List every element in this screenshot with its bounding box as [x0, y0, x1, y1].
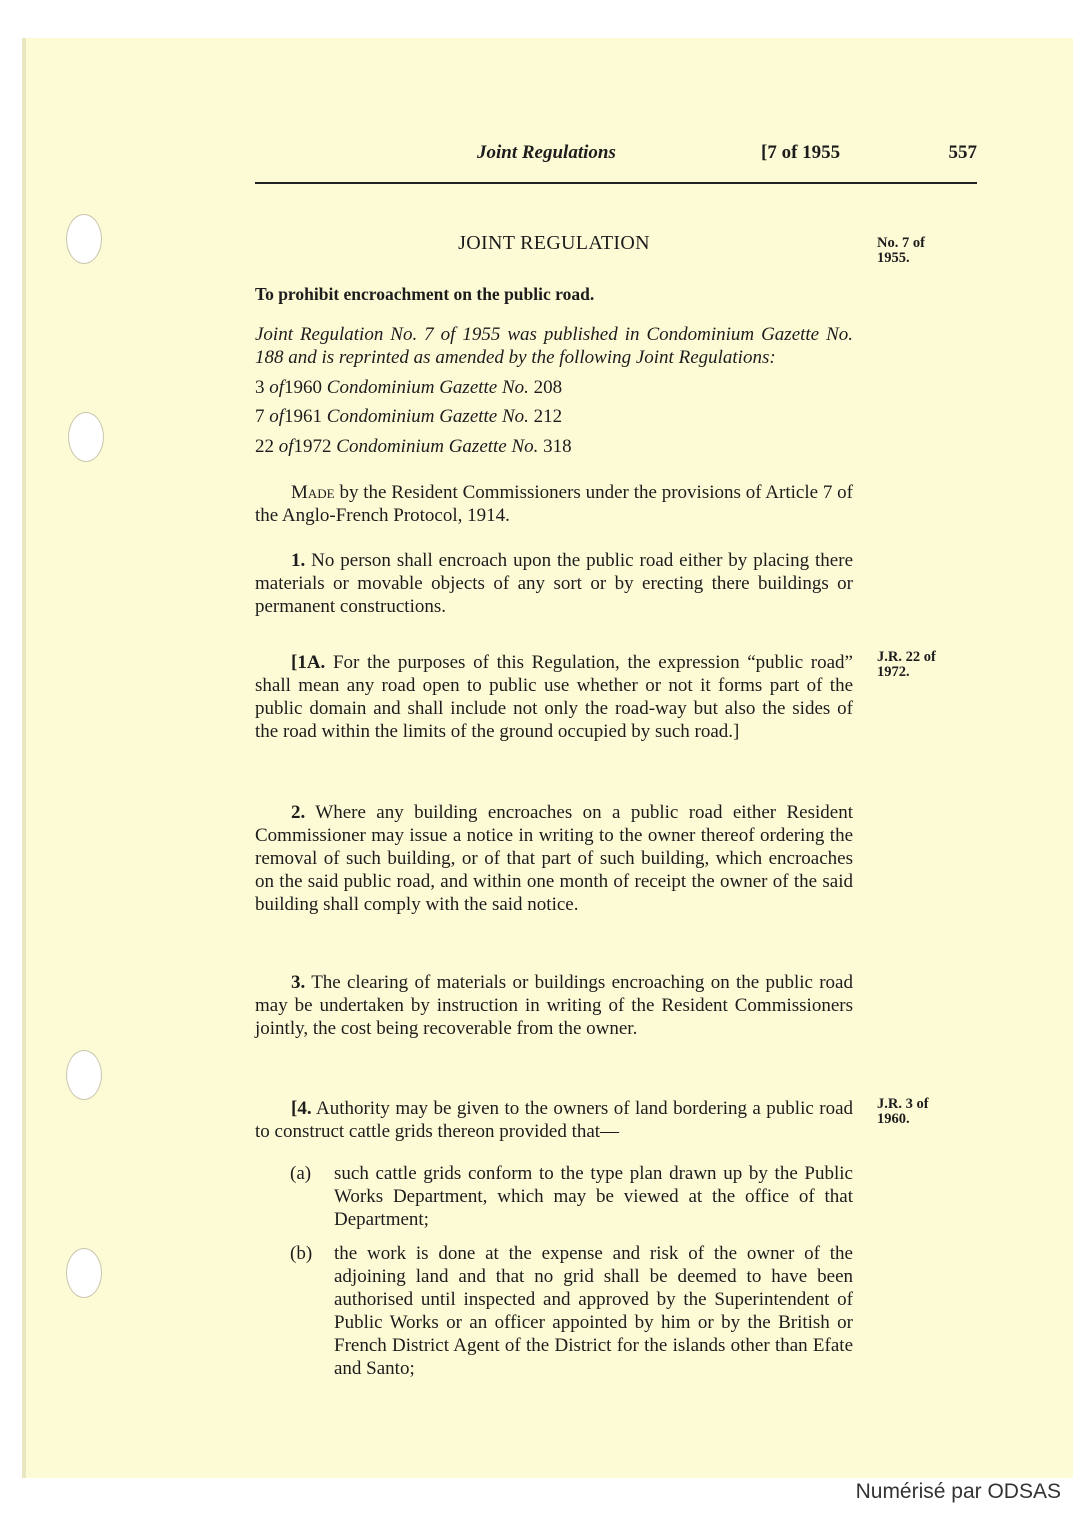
- section-4: [255, 1097, 853, 1143]
- amendment-line: [255, 435, 572, 458]
- page-edge: [22, 38, 26, 1478]
- section-1a: [255, 651, 853, 743]
- section-number: 3.: [291, 972, 306, 993]
- enactment-clause: [255, 481, 853, 527]
- regulation-reference: [7 of 1955: [761, 142, 841, 163]
- punch-hole: [66, 1050, 102, 1100]
- amendment-number: 3: [255, 377, 265, 398]
- amendment-year: 1960: [284, 377, 323, 398]
- section-1: [255, 549, 853, 618]
- amendment-gazette: Condominium Gazette No.: [326, 406, 529, 427]
- punch-hole: [66, 1248, 102, 1298]
- item-text: the work is done at the expense and risk of the owner of the adjoining land and that no grid shall be deemed to have been authorised until inspected and approved by the Superintendent of Public Works or an officer appointed by him or by the British or French District Agent of the District for the islands other than Efate and Santo;: [334, 1243, 853, 1379]
- publication-note: Joint Regulation No. 7 of 1955 was published in Condominium Gazette No. 188 and is reprinted as amended by the following Joint Regulations:: [255, 324, 853, 368]
- section-number: 1.: [291, 550, 306, 571]
- document-title: JOINT REGULATION: [458, 232, 650, 254]
- section-4-item-a: [290, 1162, 853, 1231]
- amendment-gazette-number: 318: [543, 436, 572, 457]
- item-text: such cattle grids conform to the type plan drawn up by the Public Works Department, which may be viewed at the office of that Department;: [334, 1163, 853, 1230]
- enactment-text: by the Resident Commissioners under the provisions of Article 7 of the Anglo-French Protocol, 1914.: [255, 482, 853, 526]
- amendment-of: of: [269, 377, 285, 398]
- header-rule: [255, 182, 977, 184]
- item-label: (b): [290, 1243, 313, 1264]
- section-text: No person shall encroach upon the public road either by placing there materials or movable objects of any sort or by erecting there buildings or permanent constructions.: [255, 550, 853, 617]
- section-number: 2.: [291, 802, 306, 823]
- enactment-made: Made: [291, 482, 335, 503]
- page-number: 557: [948, 142, 977, 163]
- amendment-number: 7: [255, 406, 265, 427]
- digitization-credit: Numérisé par ODSAS: [855, 1480, 1061, 1503]
- amendment-year: 1972: [293, 436, 332, 457]
- section-4-item-b: [290, 1242, 853, 1380]
- section-text: The clearing of materials or buildings encroaching on the public road may be undertaken by instruction in writing of the Resident Commissioners jointly, the cost being recoverable from the owner.: [255, 972, 853, 1039]
- amendment-line: [255, 405, 562, 428]
- margin-note-reg-number: No. 7 of 1955.: [877, 235, 925, 266]
- amendment-of: of: [269, 406, 285, 427]
- amendment-gazette: Condominium Gazette No.: [326, 377, 529, 398]
- section-text: For the purposes of this Regulation, the expression “public road” shall mean any road open to public use whether or not it forms part of the public domain and shall include not only the road-way but also the sides of the road within the limits of the ground occupied by such road.]: [255, 652, 853, 742]
- amendment-gazette-number: 208: [533, 377, 563, 398]
- amendment-number: 22: [255, 436, 274, 457]
- amendment-line: [255, 376, 562, 399]
- running-title: Joint Regulations: [477, 142, 616, 163]
- section-number: [4.: [291, 1098, 312, 1119]
- section-text: Authority may be given to the owners of land bordering a public road to construct cattle grids thereon provided that—: [255, 1098, 854, 1142]
- section-3: [255, 971, 853, 1040]
- margin-note-1a: J.R. 22 of 1972.: [877, 649, 936, 680]
- punch-hole: [66, 214, 102, 264]
- amendment-of: of: [278, 436, 294, 457]
- punch-hole: [68, 412, 104, 462]
- section-2: [255, 801, 853, 916]
- amendment-year: 1961: [284, 406, 323, 427]
- document-subtitle: To prohibit encroachment on the public road.: [255, 284, 595, 304]
- amendment-gazette: Condominium Gazette No.: [336, 436, 539, 457]
- item-label: (a): [290, 1163, 312, 1184]
- running-header: [255, 142, 977, 172]
- section-text: Where any building encroaches on a public road either Resident Commissioner may issue a notice in writing to the owner thereof ordering the removal of such building, or of that part of such building, which encroaches on the said public road, and within one month of receipt the owner of the said building shall comply with the said notice.: [255, 802, 853, 915]
- section-number: [1A.: [291, 652, 326, 673]
- amendment-gazette-number: 212: [533, 406, 563, 427]
- margin-note-4: J.R. 3 of 1960.: [877, 1096, 929, 1127]
